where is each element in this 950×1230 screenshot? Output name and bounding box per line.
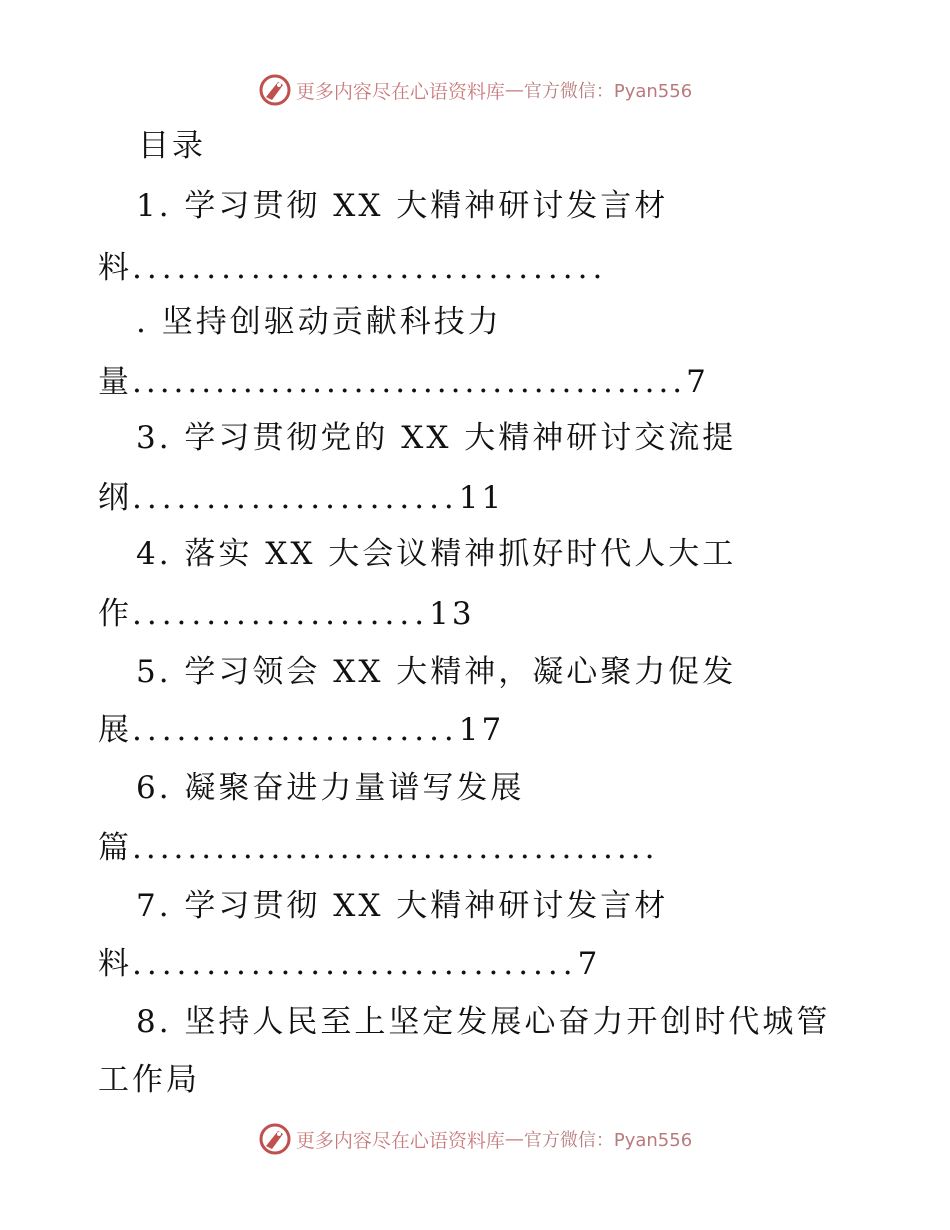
toc-entry-tail: 作 [98,596,132,632]
toc-entry-continuation [98,710,504,750]
toc-entry-continuation [98,944,600,984]
toc-entry-tail: 料 [98,946,132,982]
banner-text: 更多内容尽在心语资料库 [295,1129,505,1152]
toc-leader-dots: ........................................ [132,364,687,400]
toc-title: 目录 [138,128,206,164]
banner-separator: — [504,79,524,101]
header-banner [0,70,950,110]
toc-entry-continuation [98,248,607,288]
toc-page-number: 7 [686,364,709,400]
toc-entry-continuation [98,478,504,518]
toc-leader-dots: ................................ [132,250,608,286]
toc-entry-title: 5. 学习领会 XX 大精神，凝心聚力促发 [136,654,737,690]
toc-entry-tail: 展 [98,712,132,748]
toc-entry-continuation [98,828,658,868]
toc-entry-tail: 工作局 [98,1062,200,1098]
toc-entry-tail: 量 [98,364,132,400]
pen-nib-logo-icon [258,1122,292,1156]
toc-leader-dots: .............................. [132,946,578,982]
toc-entry-tail: 料 [98,250,132,286]
toc-leader-dots: ...................... [132,712,459,748]
toc-entry-title: 3. 学习贯彻党的 XX 大精神研讨交流提 [136,420,737,456]
toc-leader-dots: ...................... [132,480,459,516]
toc-page-number: 17 [458,712,505,748]
toc-entry-title: 8. 坚持人民至上坚定发展心奋力开创时代城管 [136,1004,831,1040]
toc-entry-continuation [98,594,475,634]
pen-nib-logo-icon [258,73,292,107]
toc-entry-tail: 篇 [98,830,132,866]
toc-entry-title: 7. 学习贯彻 XX 大精神研讨发言材 [136,888,669,924]
toc-leader-dots: ...................................... [132,830,659,866]
toc-entry-tail: 纲 [98,480,132,516]
toc-page-number: 11 [458,480,505,516]
toc-entry-title: 1. 学习贯彻 XX 大精神研讨发言材 [136,188,669,224]
banner-wechat: 官方微信：Pyan556 [523,1130,693,1151]
banner-wechat: 官方微信：Pyan556 [523,81,693,102]
banner-text: 更多内容尽在心语资料库 [295,80,505,103]
toc-entry-continuation [98,1060,200,1100]
toc-entry-title: 4. 落实 XX 大会议精神抓好时代人大工 [136,536,737,572]
toc-entry-title: . 坚持创驱动贡献科技力 [136,304,502,340]
footer-banner [0,1119,950,1159]
toc-page-number: 13 [429,596,475,632]
banner-separator: — [504,1128,524,1150]
toc-entry-continuation [98,362,709,402]
toc-entry-title: 6. 凝聚奋进力量谱写发展 [136,770,525,806]
toc-leader-dots: .................... [132,596,430,632]
toc-page-number: 7 [577,946,601,982]
